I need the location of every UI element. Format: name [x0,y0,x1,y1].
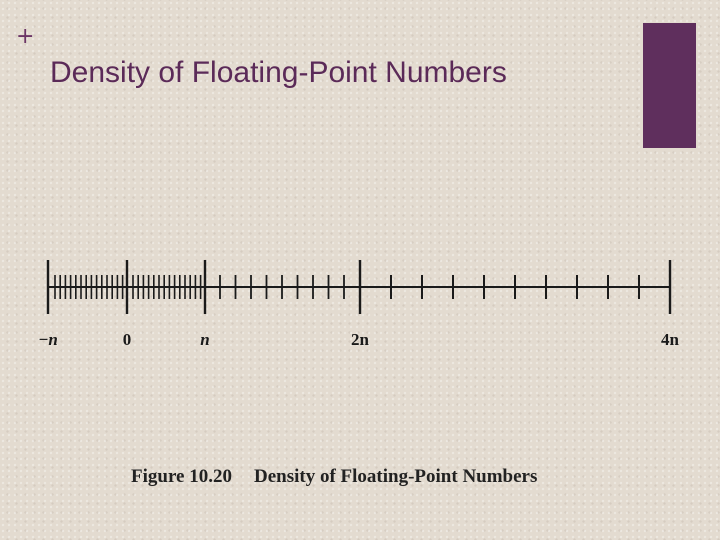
number-line-figure [0,250,720,360]
axis-labels [38,330,679,349]
accent-bar [643,23,696,148]
caption-number: Figure 10.20 [131,466,232,487]
slide-title: Density of Floating-Point Numbers [50,56,507,89]
axis-label-n: n [200,330,210,349]
plus-bullet-icon: + [16,24,35,49]
caption-text: Density of Floating-Point Numbers [253,466,538,487]
axis-label-4n: 4n [661,330,679,349]
axis-label-zero: 0 [122,330,132,349]
axis-label-neg-n: −n [38,330,58,349]
axis-label-2n: 2n [351,330,369,349]
figure-caption [131,466,537,488]
